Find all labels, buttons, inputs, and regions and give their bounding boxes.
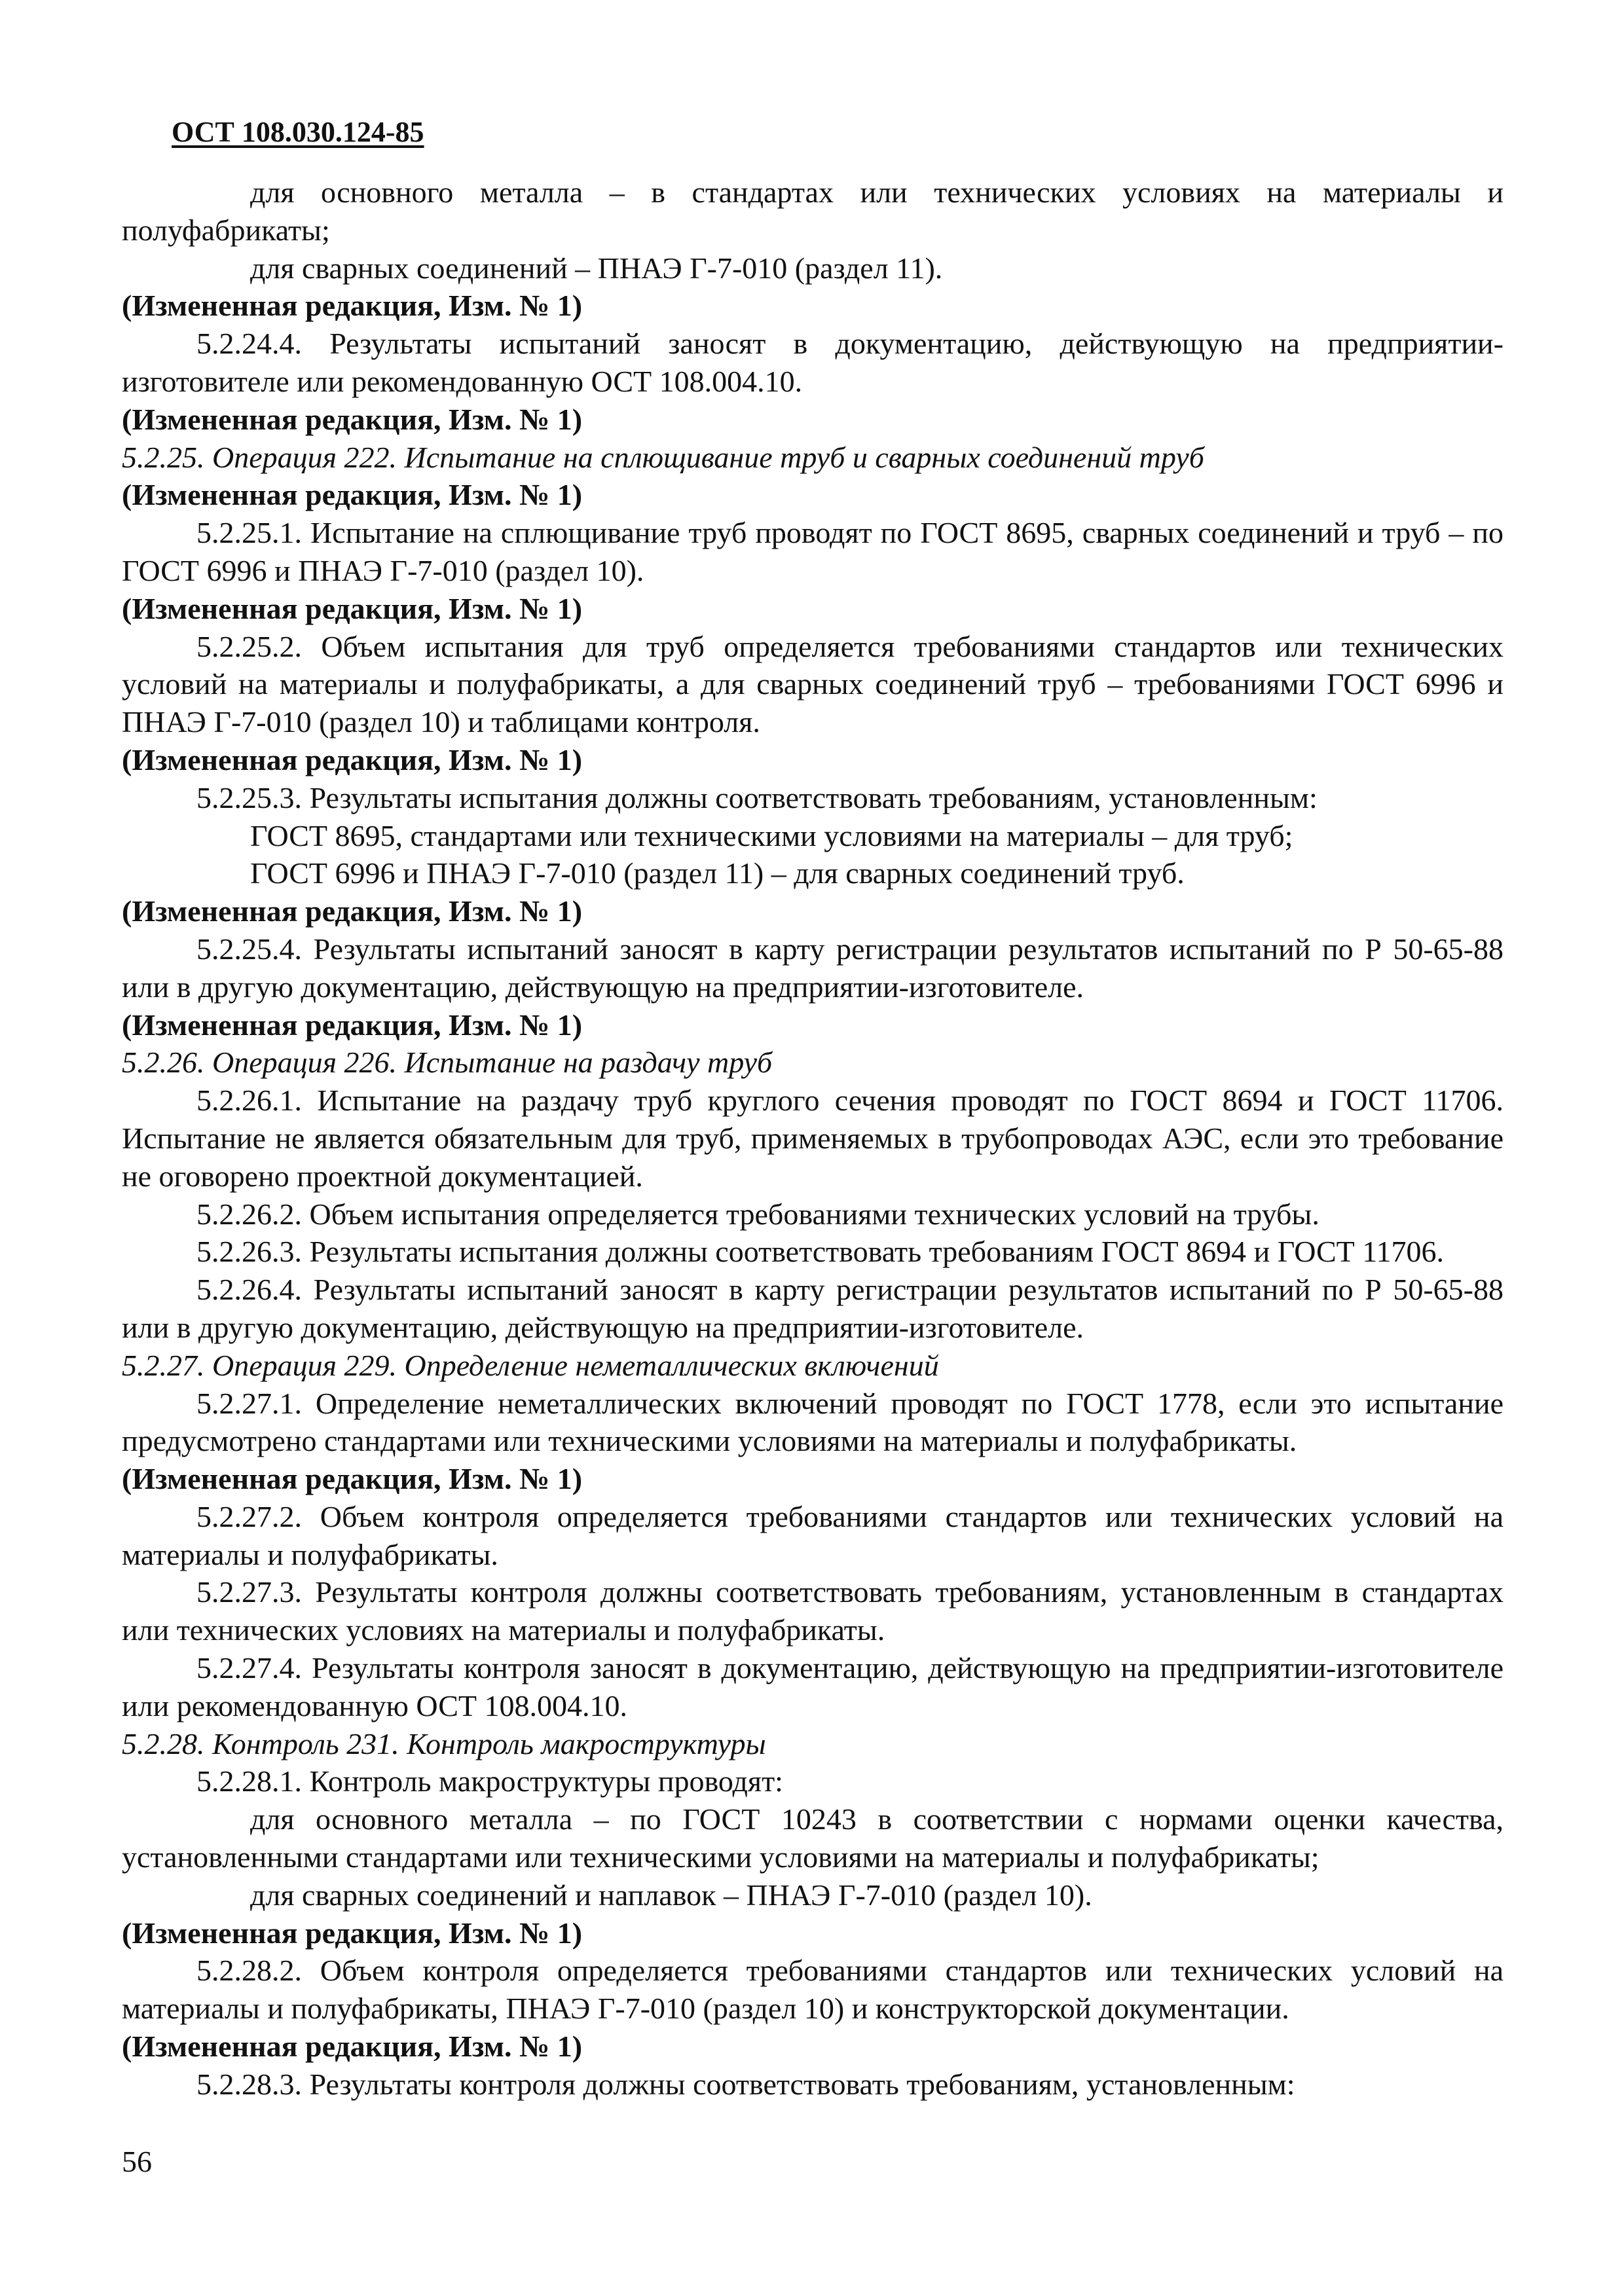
section-heading: для основного металла – по ГОСТ 10243 в соответствии с нормами оценки качества, установленными стандартами или техническими условиями на материалы и полуфабрикаты; [122,1802,1504,1874]
section-heading: 5.2.26.2. Объем испытания определяется требованиями технических условий на трубы. [196,1197,1320,1231]
section-heading: 5.2.27.2. Объем контроля определяется требованиями стандартов или технических условий на материалы и полуфабрикаты. [122,1499,1504,1571]
revision-note: (Измененная редакция, Изм. № 1) [122,1008,583,1042]
section-heading: 5.2.28.3. Результаты контроля должны соответствовать требованиям, установленным: [196,2067,1295,2101]
section-heading: 5.2.26.3. Результаты испытания должны соответствовать требованиям ГОСТ 8694 и ГОСТ 11706. [196,1235,1445,1269]
revision-note: (Измененная редакция, Изм. № 1) [122,742,583,776]
section-heading: 5.2.25.4. Результаты испытаний заносят в карту регистрации результатов испытаний по Р 50-65-88 или в другую документацию, действующую на предприятии-изготовителе. [122,932,1504,1004]
revision-note: (Измененная редакция, Изм. № 1) [122,402,583,436]
section-heading: 5.2.25.3. Результаты испытания должны соответствовать требованиям, установленным: [196,780,1318,814]
section-heading: 5.2.28. Контроль 231. Контроль макроструктуры [122,1726,766,1760]
section-heading: ГОСТ 8695, стандартами или техническими условиями на материалы – для труб; [250,818,1293,852]
section-heading: 5.2.25.1. Испытание на сплющивание труб проводят по ГОСТ 8695, сварных соединений и труб – по ГОСТ 6996 и ПНАЭ Г-7-010 (раздел 10). [122,516,1504,587]
revision-note: (Измененная редакция, Изм. № 1) [122,1916,583,1950]
revision-note: (Измененная редакция, Изм. № 1) [122,591,583,625]
section-heading: ГОСТ 6996 и ПНАЭ Г-7-010 (раздел 11) – для сварных соединений труб. [250,856,1185,890]
section-heading: 5.2.27. Операция 229. Определение неметаллических включений [122,1348,939,1382]
revision-note: (Измененная редакция, Изм. № 1) [122,478,583,512]
section-heading: 5.2.27.4. Результаты контроля заносят в документацию, действующую на предприятии-изготовителе или рекомендованную ОСТ 108.004.10. [122,1651,1504,1722]
section-heading: 5.2.26. Операция 226. Испытание на раздачу труб [122,1046,773,1080]
document-body [122,173,1504,2104]
revision-note: (Измененная редакция, Изм. № 1) [122,894,583,928]
document-header: ОСТ 108.030.124-85 [172,116,424,148]
section-heading: 5.2.28.2. Объем контроля определяется требованиями стандартов или технических условий на материалы и полуфабрикаты, ПНАЭ Г-7-010 (раздел 10) и конструкторской документации. [122,1954,1504,2026]
section-heading: для основного металла – в стандартах или технических условиях на материалы и полуфабрикаты; [122,175,1504,247]
section-heading: 5.2.27.1. Определение неметаллических включений проводят по ГОСТ 1778, если это испытание предусмотрено стандартами или техническими условиями на материалы и полуфабрикаты. [122,1386,1504,1458]
section-heading: 5.2.27.3. Результаты контроля должны соответствовать требованиям, установленным в стандартах или технических условиях на материалы и полуфабрикаты. [122,1575,1504,1647]
revision-note: (Измененная редакция, Изм. № 1) [122,1462,583,1496]
revision-note: (Измененная редакция, Изм. № 1) [122,289,583,323]
section-heading: 5.2.26.1. Испытание на раздачу труб круглого сечения проводят по ГОСТ 8694 и ГОСТ 11706. Испытание не является обязательным для труб, применяемых в трубопроводах АЭС, если это требование не оговорено проектной документацией. [122,1084,1504,1193]
revision-note: (Измененная редакция, Изм. № 1) [122,2030,583,2064]
section-heading: для сварных соединений и наплавок – ПНАЭ Г-7-010 (раздел 10). [250,1878,1092,1912]
section-heading: 5.2.28.1. Контроль макроструктуры проводят: [196,1764,783,1798]
section-heading: 5.2.24.4. Результаты испытаний заносят в документацию, действующую на предприятии-изготовителе или рекомендованную ОСТ 108.004.10. [122,327,1504,398]
page-number: 56 [122,2145,152,2178]
section-heading: для сварных соединений – ПНАЭ Г-7-010 (раздел 11). [250,251,943,285]
section-heading: 5.2.25.2. Объем испытания для труб определяется требованиями стандартов или технических условий на материалы и полуфабрикаты, а для сварных соединений труб – требованиями ГОСТ 6996 и ПНАЭ Г-7-010 (раздел 10) и таблицами контроля. [122,629,1504,739]
section-heading: 5.2.26.4. Результаты испытаний заносят в карту регистрации результатов испытаний по Р 50-65-88 или в другую документацию, действующую на предприятии-изготовителе. [122,1273,1504,1344]
section-heading: 5.2.25. Операция 222. Испытание на сплющивание труб и сварных соединений труб [122,440,1204,474]
